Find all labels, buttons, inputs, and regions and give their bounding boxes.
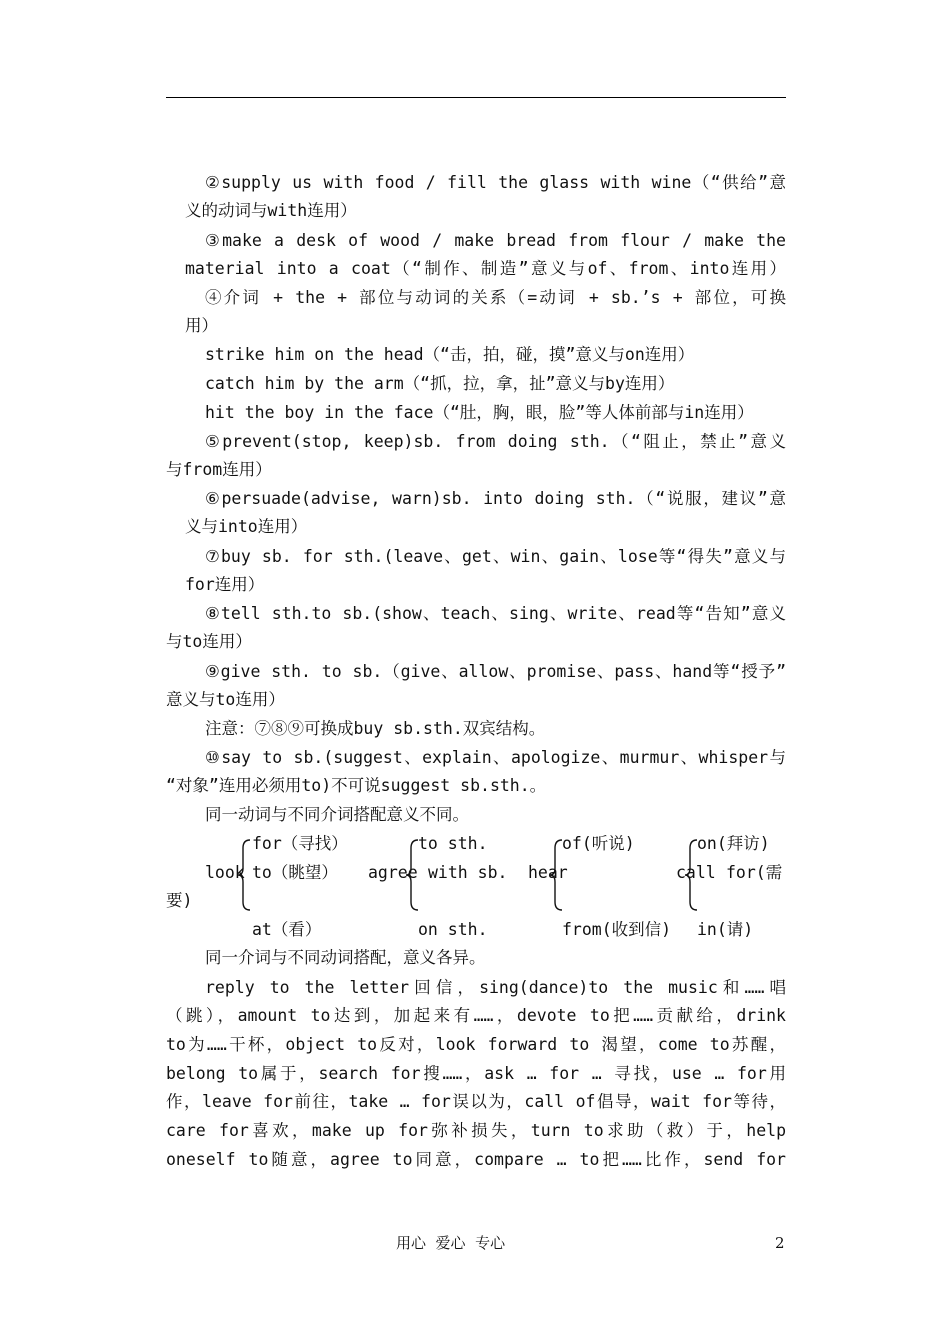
text-line: strike him on the head（“击，拍，碰，摸”意义与on连用） <box>205 345 695 364</box>
call-item-3: in(请) <box>697 920 754 939</box>
agree-item-2: with sb. <box>428 863 508 882</box>
text-line: ⑥persuade(advise, warn)sb. into doing sth.（“说服，建议”意 <box>205 489 786 508</box>
agree-item-3: on sth. <box>418 920 488 939</box>
look-item-3: at（看） <box>252 920 322 939</box>
text-line: 与to连用） <box>166 632 252 651</box>
text-line: for连用） <box>185 575 265 594</box>
hear-brace <box>548 838 564 912</box>
text-line: ③make a desk of wood / make bread from flour / make the <box>205 231 786 250</box>
text-line: ④介词 + the + 部位与动词的关系（=动词 + sb.’s + 部位，可换 <box>205 288 786 307</box>
call-item-1: on(拜访) <box>697 834 770 853</box>
text-line: “对象”连用必须用to)不可说suggest sb.sth.。 <box>166 776 547 795</box>
text-line: material into a coat（“制作、制造”意义与of、from、into连用） <box>185 259 786 278</box>
text-line: ⑦buy sb. for sth.(leave、get、win、gain、lose等“得失”意义与 <box>205 547 786 566</box>
text-line: 同一动词与不同介词搭配意义不同。 <box>205 805 469 824</box>
agree-item-1: to sth. <box>418 834 488 853</box>
agree-brace <box>404 838 420 912</box>
look-verb: look <box>205 863 245 882</box>
hear-item-2: from(收到信) <box>562 920 672 939</box>
text-line: to为……干杯，object to反对，look forward to 渴望，come to苏醒， <box>166 1035 786 1054</box>
text-line: 作，leave for前往，take … for误以为，call of倡导，wait for等待， <box>166 1092 786 1111</box>
page-number: 2 <box>775 1234 785 1252</box>
text-line: 与from连用） <box>166 460 272 479</box>
text-line: 义的动词与with连用） <box>185 201 357 220</box>
text-line: reply to the letter回信，sing(dance)to the music和……唱 <box>205 978 786 997</box>
call-verb: call <box>676 863 716 882</box>
text-line: hit the boy in the face（“肚，胸，眼，脸”等人体前部与in连用） <box>205 403 754 422</box>
header-rule <box>166 97 786 98</box>
text-line: 义与into连用） <box>185 517 308 536</box>
hear-verb: hear <box>528 863 568 882</box>
text-line: care for喜欢，make up for弥补损失，turn to求助（救）于，help <box>166 1121 786 1140</box>
text-line: 同一介词与不同动词搭配，意义各异。 <box>205 948 486 967</box>
text-line: （跳），amount to达到，加起来有……，devote to把……贡献给，drink <box>166 1006 786 1025</box>
text-line: 意义与to连用） <box>166 690 285 709</box>
text-line: 用） <box>185 316 218 335</box>
look-item-2: to（眺望） <box>252 863 338 882</box>
text-line: ⑨give sth. to sb.（give、allow、promise、pass、hand等“授予” <box>205 662 786 681</box>
call-item-2-wrap: 要) <box>166 891 193 910</box>
text-line: ⑩say to sb.(suggest、explain、apologize、murmur、whisper与 <box>205 748 786 767</box>
call-item-2: for(需 <box>726 863 783 882</box>
look-item-1: for（寻找） <box>252 834 348 853</box>
text-line: ②supply us with food / fill the glass with wine（“供给”意 <box>205 173 786 192</box>
text-line: belong to属于，search for搜……，ask … for … 寻找，use … for用 <box>166 1064 786 1083</box>
call-brace <box>683 838 699 912</box>
hear-item-1: of(听说) <box>562 834 635 853</box>
text-line: ⑤prevent(stop, keep)sb. from doing sth.（“阻止，禁止”意义 <box>205 432 786 451</box>
text-line: 注意：⑦⑧⑨可换成buy sb.sth.双宾结构。 <box>205 719 546 738</box>
footer-motto: 用心 爱心 专心 <box>396 1234 506 1252</box>
text-line: ⑧tell sth.to sb.(show、teach、sing、write、read等“告知”意义 <box>205 604 786 623</box>
text-line: catch him by the arm（“抓，拉，拿，扯”意义与by连用） <box>205 374 675 393</box>
text-line: oneself to随意，agree to同意，compare … to把……比作，send for <box>166 1150 786 1169</box>
agree-verb: agree <box>368 863 418 882</box>
look-brace <box>236 838 252 912</box>
